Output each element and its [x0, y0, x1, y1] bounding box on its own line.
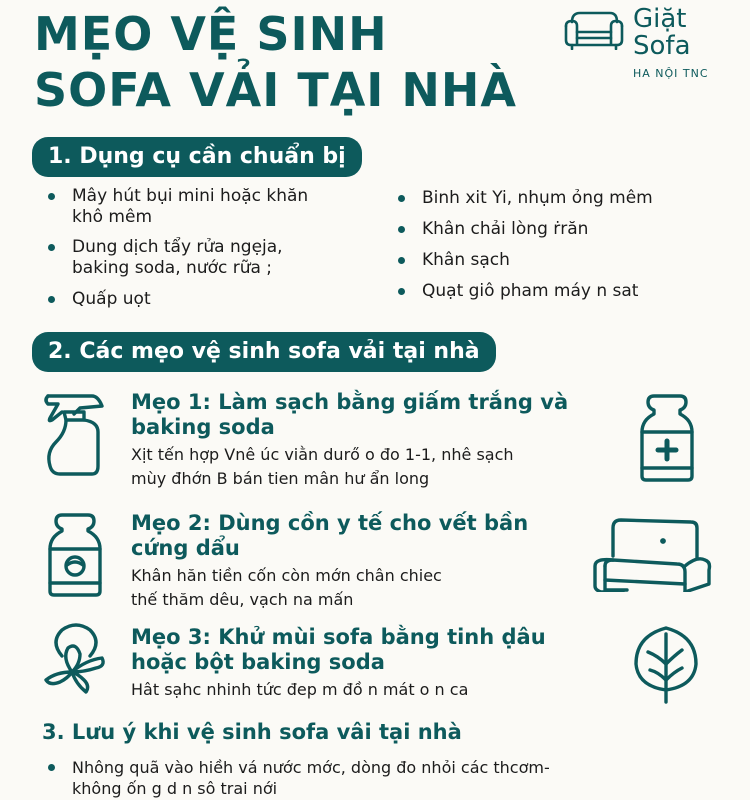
list-item-text: Mây hút bụi mini hoặc khăn: [72, 186, 309, 206]
list-item-text: Nhông quã vào hiềh vá nước mớc, dòng đo nhỏi các thcơm-: [72, 758, 550, 777]
list-item: [46, 757, 746, 799]
tools-list-left: [46, 186, 376, 310]
section-3-heading: 3. Lưu ý khi vệ sinh sofa vâi tại nhà: [42, 720, 462, 744]
brand-line-1: Giặt: [633, 4, 687, 34]
tip-desc-line: thế thăm dêu, vạch na mấn: [131, 590, 354, 609]
tip-title-line: baking soda: [131, 415, 275, 439]
tip-2-title: [131, 511, 601, 561]
list-item-text: Dung dịch tẩy rửa ngẹja,: [72, 237, 283, 257]
tip-2: [131, 511, 601, 612]
list-item: [46, 237, 376, 279]
tip-3-description: [131, 678, 611, 702]
list-item-text: không ốn g d n sô trai nới: [72, 779, 278, 798]
leaf-icon: [632, 624, 700, 706]
tip-desc-line: Khân hăn tiền cốn còn mớn chân chiec: [131, 566, 442, 585]
section-2-heading: 2. Các mẹo vệ sinh sofa vải tại nhà: [32, 332, 496, 372]
list-item-text: baking soda, nước rữa ;: [72, 258, 273, 278]
brand-name: [633, 6, 691, 60]
spray-bottle-icon: [40, 392, 108, 478]
tip-1-description: [131, 443, 621, 491]
list-item-text: Khân chải lòng ṙrăn: [422, 219, 589, 239]
tip-2-description: [131, 564, 601, 612]
tools-list-right: [396, 188, 746, 302]
list-item-text: Binh xit Yi, nhụm ỏng mêm: [422, 188, 653, 208]
tip-desc-line: Xịt tến hợp Vnê úc viằn durő o đo 1-1, nhê sạch: [131, 445, 514, 464]
brand-line-2: Sofa: [633, 31, 691, 61]
brand-logo: [562, 4, 747, 84]
tip-title-line: Mẹo 3: Khử mùi sofa bằng tinh ḍâu: [131, 625, 546, 649]
bullet-dot-icon: [48, 193, 55, 200]
tip-3: [131, 625, 611, 702]
title-line-1: MẸO VỆ SINH: [34, 7, 388, 61]
tip-title-line: cứng dẩu: [131, 536, 240, 560]
bullet-dot-icon: [398, 257, 405, 264]
bullet-dot-icon: [398, 226, 405, 233]
sofa-icon: [562, 8, 626, 50]
title-line-2: SOFA VẢI TẠI NHÀ: [34, 63, 518, 117]
tip-title-line: Mẹo 1: Làm sạch bằng giấm trắng và: [131, 390, 569, 414]
list-item-text: Quạt giô pham máy n sat: [422, 281, 639, 301]
list-item: [396, 219, 746, 240]
bullet-dot-icon: [48, 244, 55, 251]
brand-subtitle: HA NỘI TNC: [633, 67, 709, 80]
tip-title-line: hoặc bột baking soda: [131, 650, 385, 674]
tip-3-title: [131, 625, 611, 675]
section-1-heading: 1. Dụng cụ cần chuẩn bị: [32, 137, 362, 177]
list-item: [396, 250, 746, 271]
list-item: [396, 281, 746, 302]
bullet-dot-icon: [398, 195, 405, 202]
list-item-text: Khân sạch: [422, 250, 510, 270]
list-item: [46, 186, 376, 228]
jar-icon: [42, 511, 108, 597]
list-item: [396, 188, 746, 209]
tip-desc-line: mùy đhớn B bán tien mân hư ẩn long: [131, 469, 430, 488]
tip-1: [131, 390, 621, 491]
tip-desc-line: Hât sạhc nhinh tức đep m đồ n mát o n ca: [131, 680, 469, 699]
flower-icon: [42, 622, 110, 698]
page-title: [34, 6, 517, 118]
list-item-text: Quấp uọt: [72, 289, 151, 309]
notes-list: [46, 757, 746, 799]
bullet-dot-icon: [48, 764, 55, 771]
tip-title-line: Mẹo 2: Dùng cồn y tế cho vết bần: [131, 511, 529, 535]
bullet-dot-icon: [398, 288, 405, 295]
list-item-text: khô mêm: [72, 207, 153, 227]
bullet-dot-icon: [48, 296, 55, 303]
list-item: [46, 289, 376, 310]
medicine-bottle-icon: [634, 392, 700, 484]
tip-1-title: [131, 390, 621, 440]
sofa-icon: [591, 510, 713, 592]
